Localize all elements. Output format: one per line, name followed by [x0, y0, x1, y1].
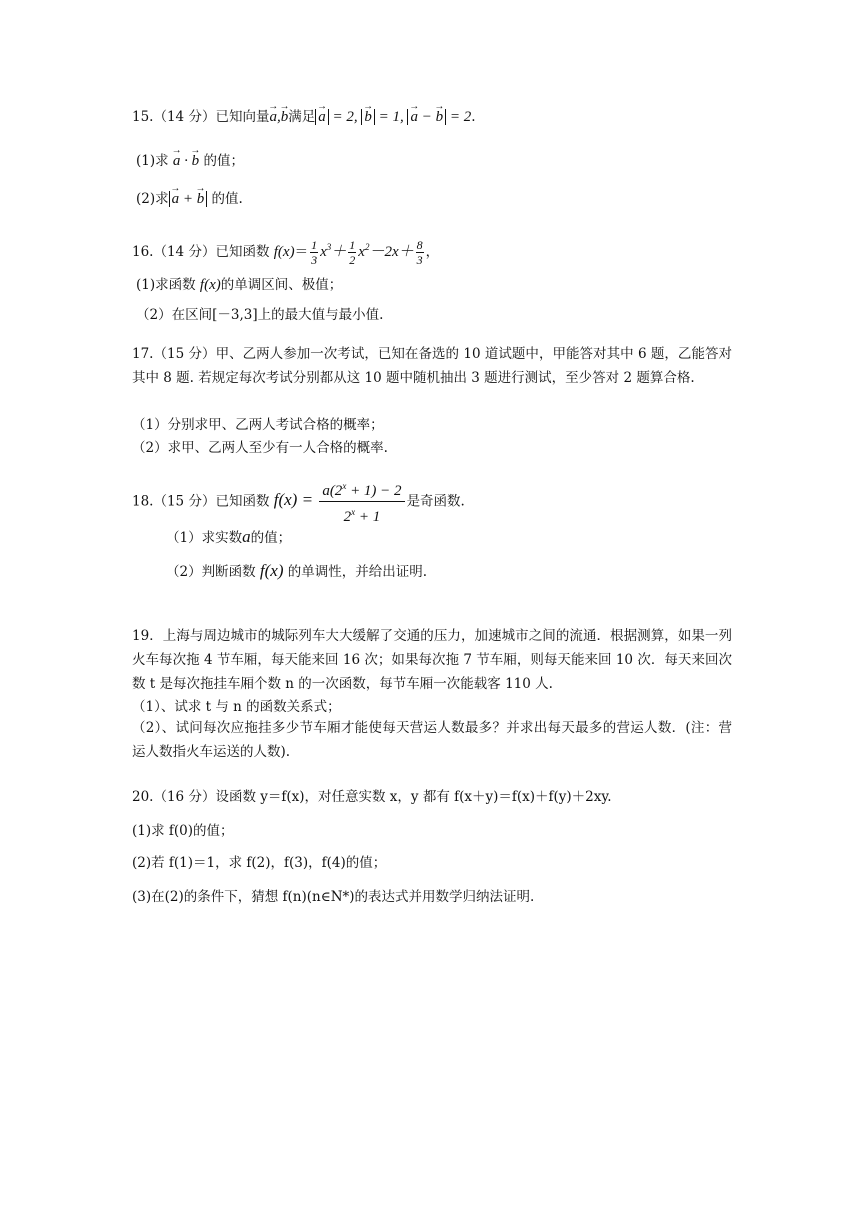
function-definition: f(x) = $\frac{a(2^x + 1) - 2}{2^x + 1}$: [274, 490, 407, 509]
problem-17-sub1: （1）分别求甲、乙两人考试合格的概率；: [132, 417, 384, 433]
problem-18-sub2: （2）判断函数 f(x) 的单调性，并给出证明.: [166, 561, 428, 580]
problem-16-sub2: （2）在区间[－3,3]上的最大值与最小值.: [136, 307, 384, 323]
problem-18-statement: 18.（15 分）已知函数 f(x) = $\frac{a(2^x + 1) - 2}{2^x + 1}$ 是奇函数.: [132, 476, 465, 527]
problem-20-statement: 20.（16 分）设函数 y＝f(x)，对任意实数 x，y 都有 f(x＋y)＝f(x)＋f(y)＋2xy.: [132, 789, 612, 805]
problem-15-statement: 15.（14 分）已知向量→ a,→ b满足→ a = 2, → b = 1, → a − → b = 2.: [132, 108, 476, 126]
problem-16-statement: 16.（14 分）已知函数 f(x)＝ $\frac{1}{3}$ $x^3+$ $\frac{1}{2}$ $x^2-2x+$ $\frac{8}{3}$ ，: [132, 238, 440, 268]
problem-19-sub2: （2）、试问每次应拖挂多少节车厢才能使每天营运人数最多？并求出每天最多的营运人数．(注：营运人数指火车运送的人数).: [132, 720, 732, 760]
vector-condition: → a = 2, → b = 1, → a − → b = 2: [315, 109, 471, 125]
sum-magnitude: → a + → b: [169, 191, 208, 207]
vectors-a-b: → a,→ b: [269, 109, 288, 125]
problem-19-statement: 19．上海与周边城市的城际列车大大缓解了交通的压力，加速城市之间的流通．根据测算，如果一列火车每次拖 4 节车厢，每天能来回 16 次；如果每次拖 7 节车厢，则每天能来回 10 次．每天来回次数 t 是每次拖挂车厢个数 n 的一次函数，每节车厢一次能载客 110 人.: [132, 628, 732, 692]
problem-19-sub1: （1）、试求 t 与 n 的函数关系式；: [132, 699, 341, 715]
problem-18-sub1: （1）求实数a的值；: [166, 527, 292, 546]
problem-15-sub2: (2)求→ a + → b 的值.: [136, 190, 243, 208]
problem-17-statement: 17.（15 分）甲、乙两人参加一次考试，已知在备选的 10 道试题中，甲能答对其中 6 题，乙能答对其中 8 题. 若规定每次考试分别都从这 10 题中随机抽出 3 题进行测试，至少答对 2 题算合格.: [132, 346, 732, 386]
function-formula: $\frac{1}{3}$ $x^3+$ $\frac{1}{2}$ $x^2-2x+$ $\frac{8}{3}$: [311, 238, 423, 268]
dot-product: → a · → b: [173, 153, 199, 169]
problem-17-sub2: （2）求甲、乙两人至少有一人合格的概率.: [132, 440, 388, 456]
problem-15-sub1: (1)求 → a · → b 的值；: [136, 152, 244, 170]
problem-16-sub1: (1)求函数 f(x)的单调区间、极值；: [136, 277, 343, 293]
problem-20-sub1: (1)求 f(0)的值；: [132, 823, 234, 839]
problem-20-sub3: (3)在(2)的条件下，猜想 f(n)(n∈N*)的表达式并用数学归纳法证明.: [132, 889, 535, 905]
problem-20-sub2: (2)若 f(1)＝1，求 f(2)，f(3)，f(4)的值；: [132, 855, 387, 871]
